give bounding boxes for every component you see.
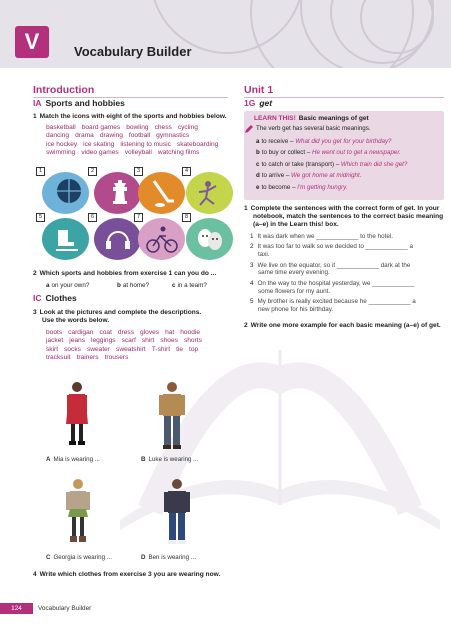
footer-label: Vocabulary Builder xyxy=(38,605,92,612)
intro-heading: Introduction xyxy=(33,84,95,96)
caption-c: C Georgia is wearing ... xyxy=(46,554,112,561)
section-1g-heading: 1G get xyxy=(244,98,273,108)
pencil-icon xyxy=(244,124,254,134)
luke-figure xyxy=(152,381,192,451)
page-number: 124 xyxy=(0,603,33,614)
basketball-icon xyxy=(42,172,89,214)
exercise-2-option: b at home? xyxy=(117,282,150,289)
icon-number: 4 xyxy=(182,167,191,176)
icon-number: 5 xyxy=(36,213,45,222)
clothes-word-list: boots cardigan coat dress gloves hat hoodie jacket jeans leggings scarf shirt shoes shorts skirt socks sweater sweatshirt T-shirt tie top tracksuit trainers trousers xyxy=(46,329,202,361)
icon-number: 1 xyxy=(36,167,45,176)
ice-skating-icon xyxy=(42,218,89,260)
icon-number: 3 xyxy=(134,167,143,176)
ice-hockey-icon xyxy=(138,172,185,214)
drama-icon xyxy=(186,218,233,260)
icon-number: 8 xyxy=(182,213,191,222)
mia-figure xyxy=(57,381,97,447)
exercise-2-option: a on your own? xyxy=(46,282,90,289)
section-ia-heading: IA Sports and hobbies xyxy=(33,98,125,108)
ben-figure xyxy=(157,478,197,546)
caption-d: D Ben is wearing ... xyxy=(141,554,196,561)
cycling-icon xyxy=(138,218,185,260)
chess-icon xyxy=(94,172,141,214)
exercise-4-instruction: 4 Write which clothes from exercise 3 you are wearing now. xyxy=(33,571,221,578)
learn-this-title: LEARN THIS! Basic meanings of get xyxy=(254,115,369,122)
unit-heading: Unit 1 xyxy=(244,84,274,96)
right-exercise-2-instruction: 2 Write one more example for each basic meaning (a–e) of get. xyxy=(244,322,441,329)
exercise-1-instruction: 1 Match the icons with eight of the sports and hobbies below. xyxy=(33,113,227,120)
chapter-banner xyxy=(0,0,451,68)
exercise-3-instruction: 3 Look at the pictures and complete the descriptions. Use the words below. xyxy=(33,309,202,324)
icon-number: 2 xyxy=(88,167,97,176)
caption-b: B Luke is wearing ... xyxy=(141,456,199,463)
dancing-icon xyxy=(186,172,233,214)
learn-this-intro: The verb get has several basic meanings. xyxy=(256,125,371,132)
icon-number: 7 xyxy=(134,213,143,222)
chapter-badge: V xyxy=(15,26,49,58)
exercise-2-option: c in a team? xyxy=(172,282,207,289)
page-title: Vocabulary Builder xyxy=(74,44,192,59)
georgia-figure xyxy=(58,478,98,544)
sports-word-list: basketball board games bowling chess cycling dancing drama drawing football gymnastics ice hockey ice skating listening to music skateboarding swimming video games volleyball watching films xyxy=(46,124,219,156)
section-ic-heading: IC Clothes xyxy=(33,293,77,303)
right-exercise-1-instruction: 1 Complete the sentences with the correct form of get. In your notebook, match the sentences to the correct basic meaning (a–e) in the Learn this! box. xyxy=(244,205,444,228)
listening-to-music-icon xyxy=(94,218,141,260)
exercise-2-instruction: 2 Which sports and hobbies from exercise 1 can you do ... xyxy=(33,270,217,277)
caption-a: A Mia is wearing ... xyxy=(46,456,100,463)
icon-number: 6 xyxy=(88,213,97,222)
divider xyxy=(244,97,444,98)
learn-this-meanings: a to receive – What did you get for your birthday? b to buy or collect – He went out to get a newspaper. c to catch or take (transport) – Which train did she get? d to arrive – We got home at midnight. e to become – I'm getting hungry. xyxy=(256,138,408,191)
gap-fill-sentences: 1 It was dark when we ____________ to the hotel. 2 It was too far to walk so we decided to ____________ a taxi. 3 We live on the equator, so it ____________ dark at the same time every evening. 4 On the way to the hospital yesterday, we ____________ some flowers for my aunt. 5 My brother is really excited because he ____________ a new phone for his birthday. xyxy=(250,233,416,313)
